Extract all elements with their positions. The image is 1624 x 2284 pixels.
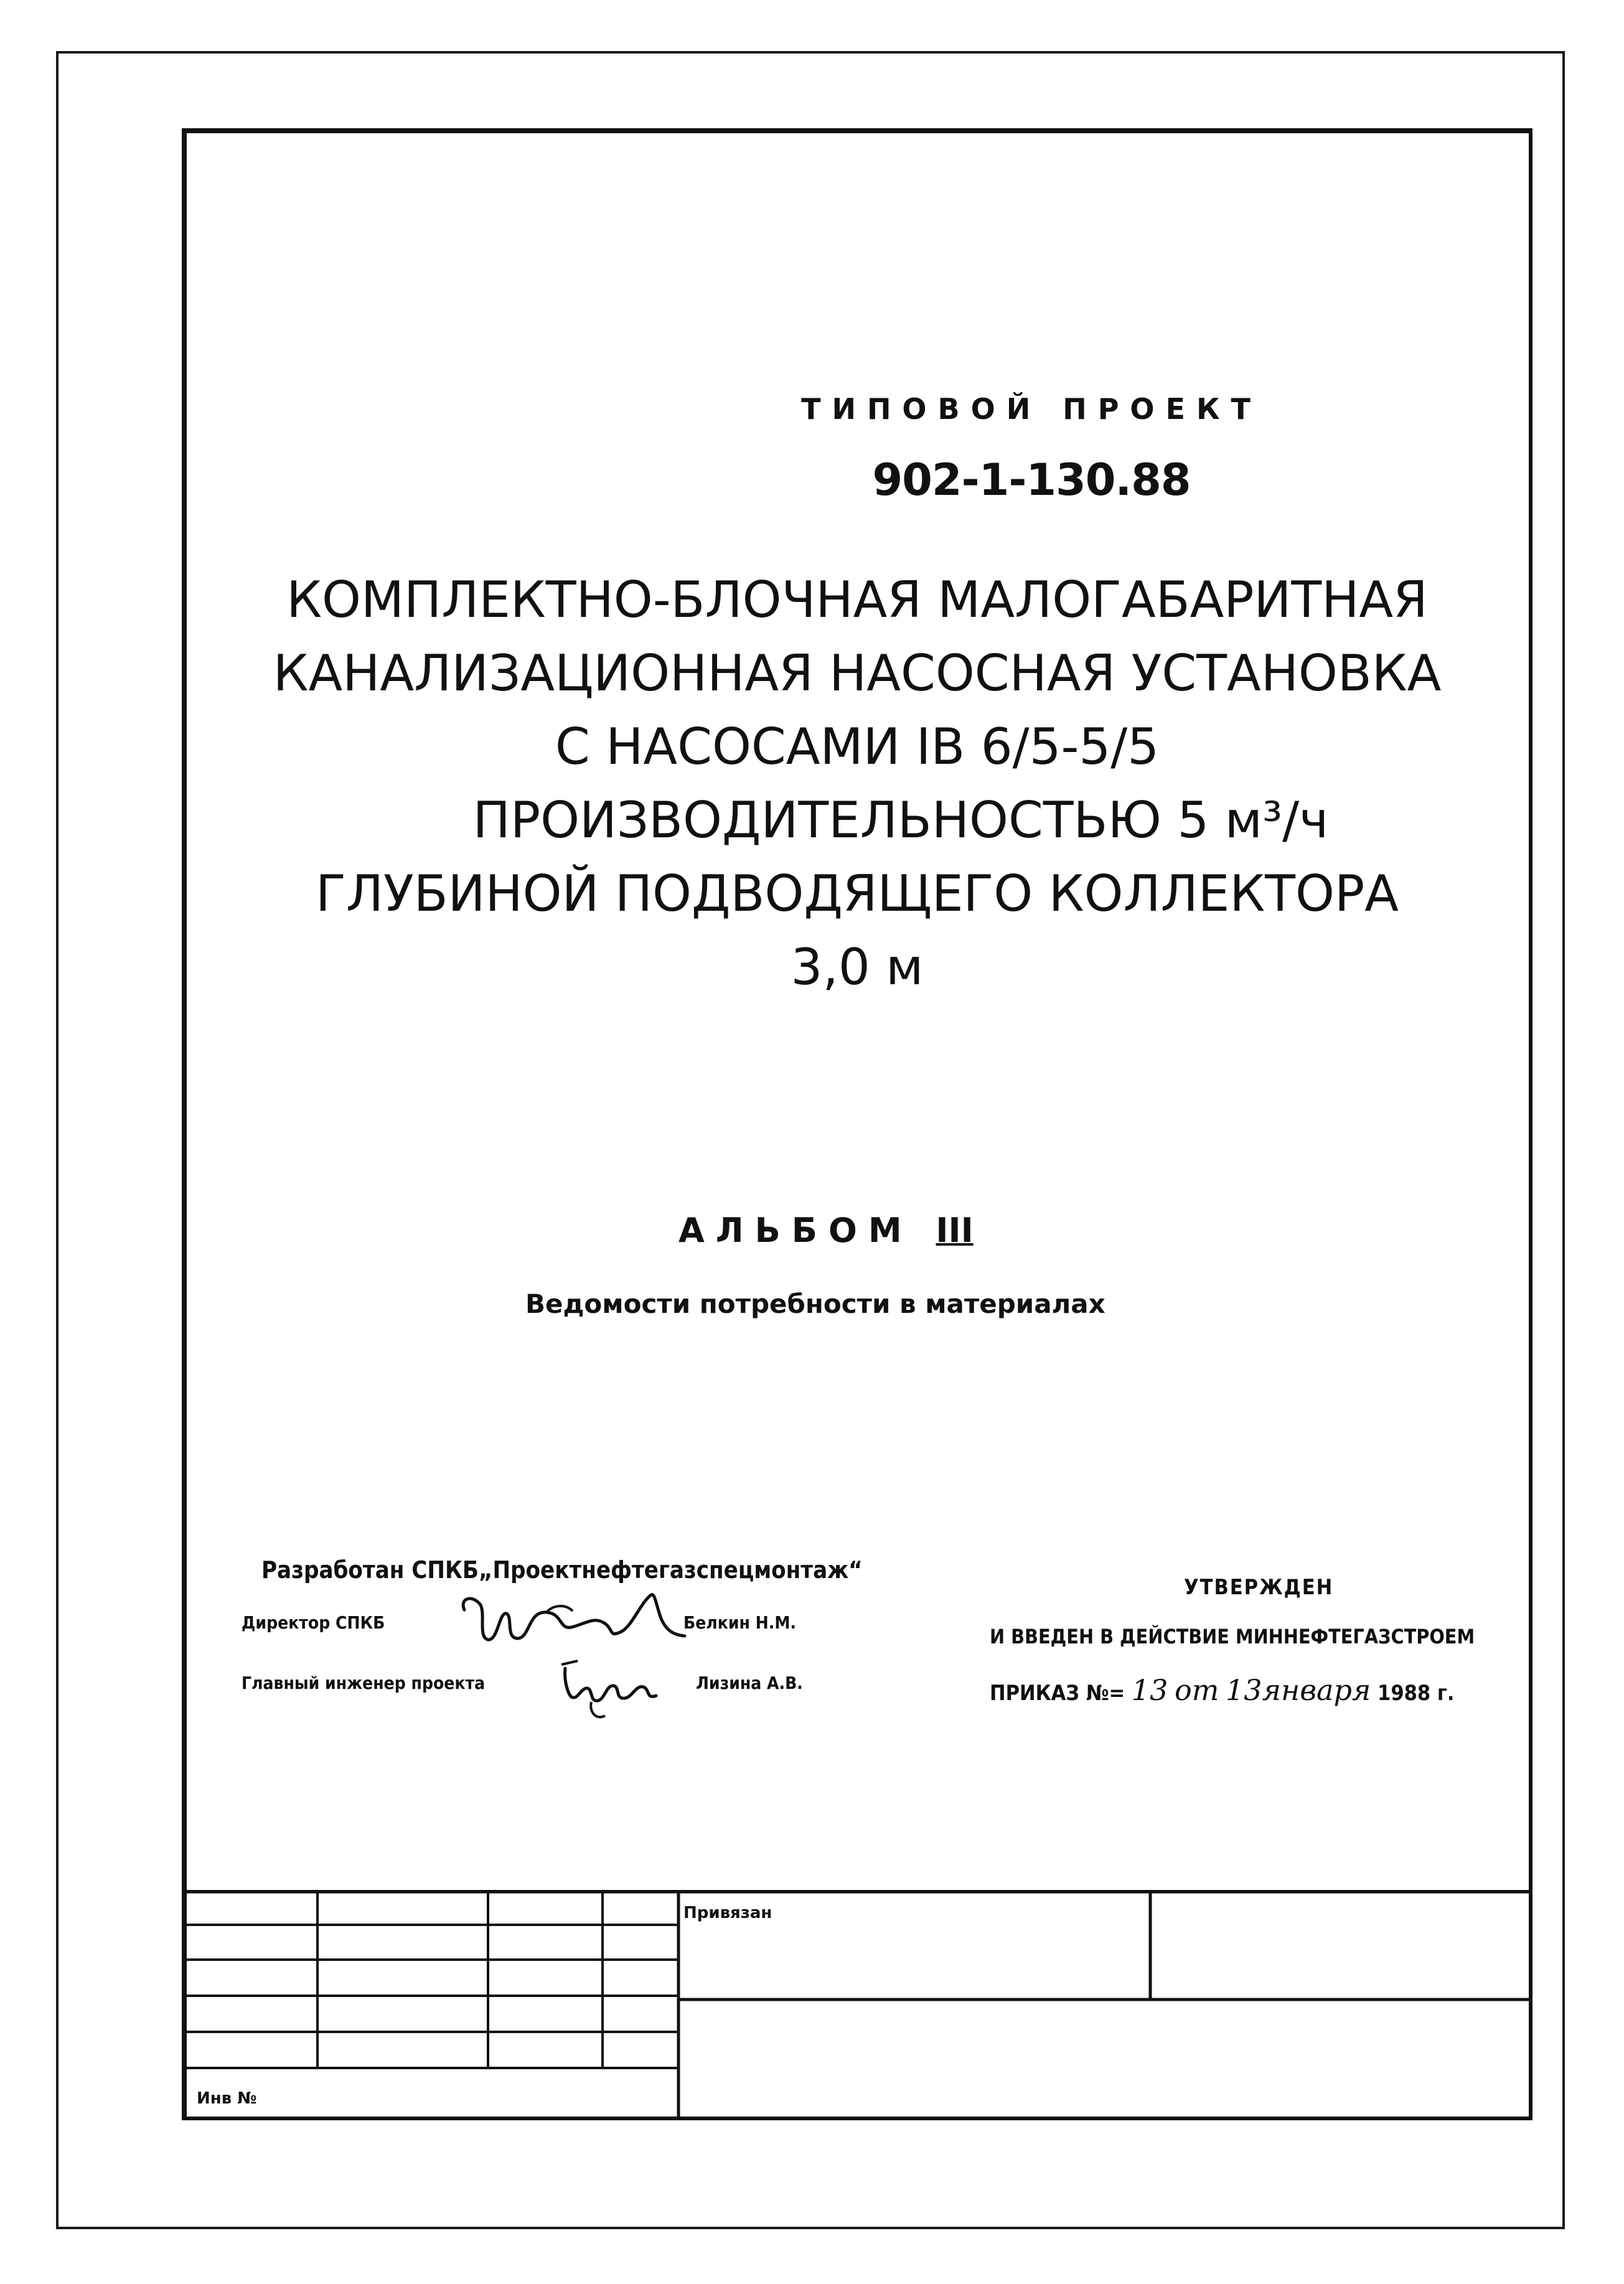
album-heading — [678, 1211, 974, 1250]
engineer-position: Главный инженер проекта — [242, 1673, 486, 1693]
order-suffix: г. — [1437, 1681, 1455, 1706]
title-line-4: ПРОИЗВОДИТЕЛЬНОСТЬЮ 5 м³/ч — [472, 791, 1329, 849]
title-line-5: ГЛУБИНОЙ ПОДВОДЯЩЕГО КОЛЛЕКТОРА — [316, 865, 1399, 923]
order-from: от — [1175, 1673, 1219, 1707]
stamp-inventory-label: Инв № — [197, 2089, 257, 2108]
order-no-label: № — [1086, 1681, 1109, 1706]
album-word: АЛЬБОМ — [678, 1211, 913, 1250]
director-name: Белкин Н.М. — [683, 1612, 796, 1633]
engineer-signature — [553, 1656, 671, 1724]
album-number: III — [936, 1211, 974, 1250]
project-code: 902-1-130.88 — [872, 454, 1191, 505]
approval-line: И ВВЕДЕН В ДЕЙСТВИЕ МИННЕФТЕГАЗСТРОЕМ — [990, 1625, 1475, 1648]
approval-order: ПРИКАЗ №= 13 от 13января 1988 г. — [990, 1673, 1455, 1707]
approval-title: УТВЕРЖДЕН — [1184, 1575, 1334, 1600]
project-title — [182, 563, 1532, 1004]
title-line-1: КОМПЛЕКТНО-БЛОЧНАЯ МАЛОГАБАРИТНАЯ — [286, 571, 1428, 629]
order-day: 13 — [1225, 1673, 1262, 1707]
stamp-privyazan-label: Привязан — [683, 1904, 772, 1922]
developer-organization: Разработан СПКБ„Проектнефтегазспецмонтаж“ — [261, 1556, 863, 1584]
engineer-name: Лизина А.В. — [696, 1673, 803, 1693]
order-month: января — [1262, 1673, 1371, 1707]
order-prefix: ПРИКАЗ — [990, 1681, 1080, 1706]
project-type-label: ТИПОВОЙ ПРОЕКТ — [801, 392, 1262, 426]
order-year: 1988 — [1378, 1681, 1431, 1706]
album-subtitle: Ведомости потребности в материалах — [525, 1289, 1105, 1319]
title-line-2: КАНАЛИЗАЦИОННАЯ НАСОСНАЯ УСТАНОВКА — [273, 644, 1442, 702]
order-number: 13 — [1131, 1673, 1168, 1707]
director-position: Директор СПКБ — [242, 1612, 385, 1633]
drawing-frame — [182, 128, 1532, 2120]
title-line-6: 3,0 м — [791, 938, 924, 996]
director-signature — [453, 1586, 690, 1655]
title-block-stamp — [187, 1890, 1529, 2117]
title-line-3: С НАСОСАМИ IВ 6/5-5/5 — [555, 718, 1160, 776]
